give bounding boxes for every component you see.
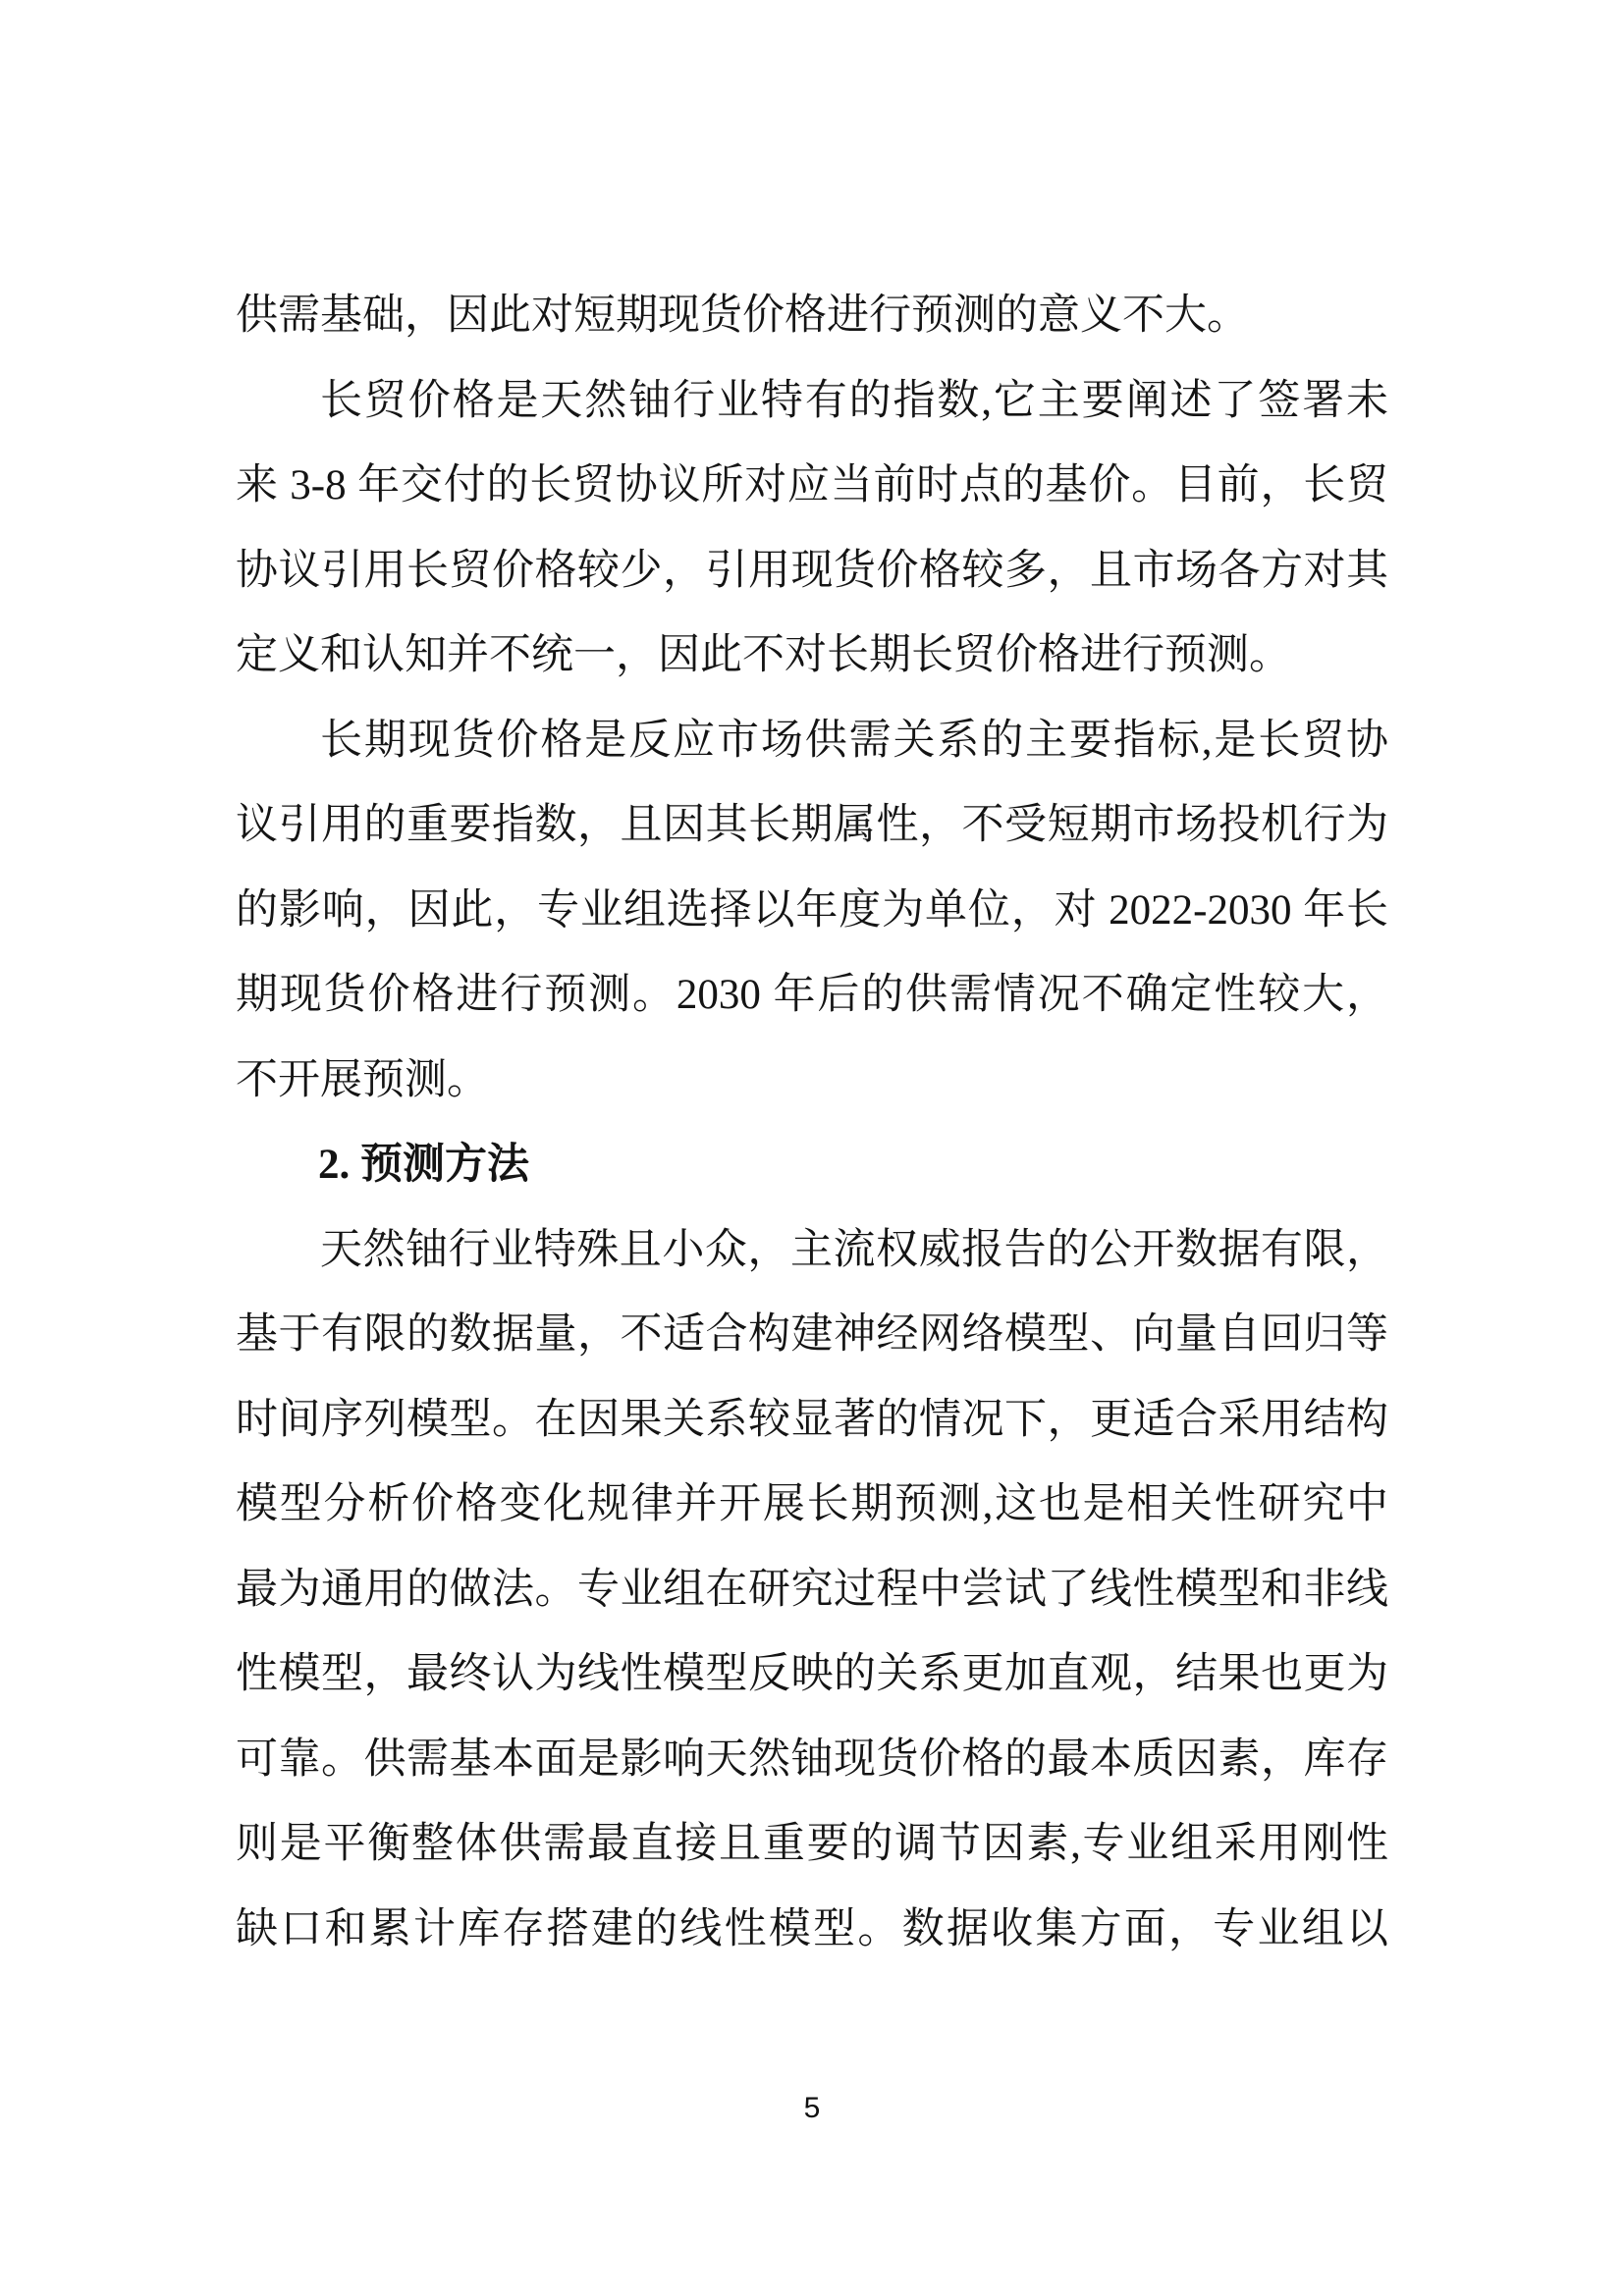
text-line: 不开展预测。 — [236, 1056, 489, 1103]
text-line: 议引用的重要指数，且因其长期属性，不受短期市场投机行为 — [236, 802, 1388, 848]
text-line: 长期现货价格是反应市场供需关系的主要指标,是长贸协 — [320, 717, 1388, 764]
text-block — [236, 274, 1388, 1972]
text-line: 则是平衡整体供需最直接且重要的调节因素,专业组采用刚性 — [236, 1821, 1388, 1867]
text-line: 定义和认知并不统一，因此不对长期长贸价格进行预测。 — [236, 632, 1291, 678]
text-line: 模型分析价格变化规律并开展长期预测,这也是相关性研究中 — [236, 1481, 1388, 1527]
text-line: 供需基础，因此对短期现货价格进行预测的意义不大。 — [236, 293, 1249, 339]
section-heading: 2. 预测方法 — [318, 1142, 529, 1188]
text-line: 可靠。供需基本面是影响天然铀现货价格的最本质因素，库存 — [236, 1735, 1388, 1783]
text-line: 最为通用的做法。专业组在研究过程中尝试了线性模型和非线 — [236, 1566, 1388, 1613]
text-line: 的影响，因此，专业组选择以年度为单位，对 2022-2030 年长 — [236, 886, 1388, 934]
page-number: 5 — [803, 2092, 821, 2124]
text-line: 协议引用长贸价格较少，引用现货价格较多，且市场各方对其 — [236, 547, 1388, 594]
text-line: 长贸价格是天然铀行业特有的指数,它主要阐述了签署未 — [320, 377, 1388, 424]
text-line: 性模型，最终认为线性模型反映的关系更加直观，结果也更为 — [236, 1651, 1388, 1697]
text-line: 期现货价格进行预测。2030 年后的供需情况不确定性较大， — [236, 972, 1388, 1018]
text-line: 来 3-8 年交付的长贸协议所对应当前时点的基价。目前，长贸 — [236, 462, 1388, 508]
text-line: 时间序列模型。在因果关系较显著的情况下，更适合采用结构 — [236, 1396, 1388, 1443]
text-line: 缺口和累计库存搭建的线性模型。数据收集方面，专业组以 — [236, 1905, 1388, 1952]
text-line: 基于有限的数据量，不适合构建神经网络模型、向量自回归等 — [236, 1311, 1388, 1358]
text-line: 天然铀行业特殊且小众，主流权威报告的公开数据有限， — [320, 1226, 1388, 1273]
